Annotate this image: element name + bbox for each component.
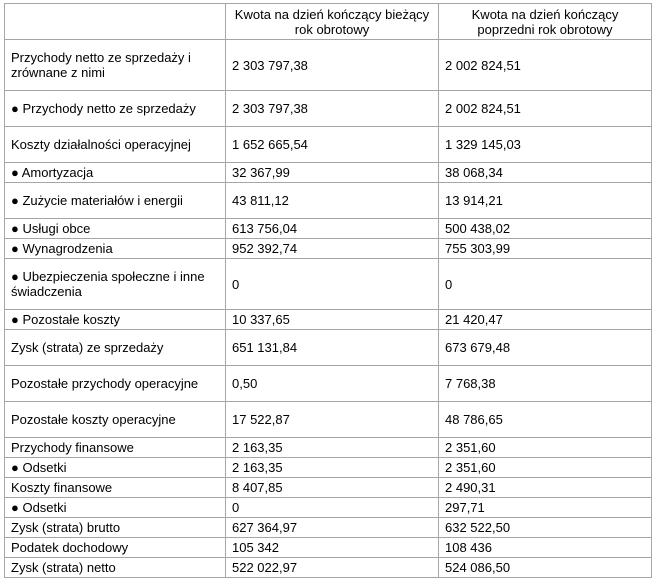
row-label: Podatek dochodowy <box>5 538 226 558</box>
row-previous-value: 2 002 824,51 <box>439 40 652 91</box>
row-previous-value: 524 086,50 <box>439 558 652 578</box>
row-current-value: 10 337,65 <box>226 310 439 330</box>
row-current-value: 8 407,85 <box>226 478 439 498</box>
row-previous-value: 7 768,38 <box>439 366 652 402</box>
row-current-value: 651 131,84 <box>226 330 439 366</box>
row-label: Pozostałe koszty operacyjne <box>5 402 226 438</box>
row-current-value: 0 <box>226 498 439 518</box>
row-label: Zysk (strata) netto <box>5 558 226 578</box>
row-label: Przychody finansowe <box>5 438 226 458</box>
table-row <box>5 518 652 538</box>
row-current-value: 43 811,12 <box>226 183 439 219</box>
row-previous-value: 48 786,65 <box>439 402 652 438</box>
table-row <box>5 259 652 310</box>
row-previous-value: 13 914,21 <box>439 183 652 219</box>
table-row <box>5 219 652 239</box>
row-label: Zysk (strata) brutto <box>5 518 226 538</box>
row-label: Koszty finansowe <box>5 478 226 498</box>
row-label: ● Odsetki <box>5 498 226 518</box>
row-current-value: 2 163,35 <box>226 438 439 458</box>
row-label: Koszty działalności operacyjnej <box>5 127 226 163</box>
row-label: ● Ubezpieczenia społeczne i inne świadczenia <box>5 259 226 310</box>
row-label: Przychody netto ze sprzedaży i zrównane z nimi <box>5 40 226 91</box>
row-label: ● Wynagrodzenia <box>5 239 226 259</box>
row-label: Pozostałe przychody operacyjne <box>5 366 226 402</box>
row-previous-value: 2 002 824,51 <box>439 91 652 127</box>
row-current-value: 2 303 797,38 <box>226 91 439 127</box>
row-current-value: 1 652 665,54 <box>226 127 439 163</box>
row-previous-value: 755 303,99 <box>439 239 652 259</box>
table-row <box>5 91 652 127</box>
row-previous-value: 632 522,50 <box>439 518 652 538</box>
row-previous-value: 1 329 145,03 <box>439 127 652 163</box>
row-current-value: 0,50 <box>226 366 439 402</box>
row-current-value: 2 163,35 <box>226 458 439 478</box>
row-previous-value: 108 436 <box>439 538 652 558</box>
row-label: ● Amortyzacja <box>5 163 226 183</box>
table-row <box>5 402 652 438</box>
row-previous-value: 673 679,48 <box>439 330 652 366</box>
row-label: ● Pozostałe koszty <box>5 310 226 330</box>
header-previous-year: Kwota na dzień kończący poprzedni rok obrotowy <box>439 4 652 40</box>
row-previous-value: 21 420,47 <box>439 310 652 330</box>
row-previous-value: 38 068,34 <box>439 163 652 183</box>
row-current-value: 952 392,74 <box>226 239 439 259</box>
row-current-value: 627 364,97 <box>226 518 439 538</box>
row-current-value: 613 756,04 <box>226 219 439 239</box>
row-current-value: 105 342 <box>226 538 439 558</box>
header-current-year: Kwota na dzień kończący bieżący rok obrotowy <box>226 4 439 40</box>
table-row <box>5 183 652 219</box>
table-row <box>5 458 652 478</box>
row-current-value: 522 022,97 <box>226 558 439 578</box>
table-row <box>5 538 652 558</box>
row-previous-value: 2 490,31 <box>439 478 652 498</box>
financial-statement-table <box>4 3 652 578</box>
header-empty-cell <box>5 4 226 40</box>
header-row <box>5 4 652 40</box>
table-row <box>5 330 652 366</box>
row-previous-value: 0 <box>439 259 652 310</box>
table-row <box>5 127 652 163</box>
row-label: ● Przychody netto ze sprzedaży <box>5 91 226 127</box>
row-previous-value: 2 351,60 <box>439 458 652 478</box>
table-row <box>5 163 652 183</box>
table-row <box>5 310 652 330</box>
row-label: ● Odsetki <box>5 458 226 478</box>
row-current-value: 17 522,87 <box>226 402 439 438</box>
row-previous-value: 500 438,02 <box>439 219 652 239</box>
row-label: ● Usługi obce <box>5 219 226 239</box>
table-row <box>5 498 652 518</box>
table-row <box>5 366 652 402</box>
table-row <box>5 478 652 498</box>
table-row <box>5 239 652 259</box>
row-current-value: 32 367,99 <box>226 163 439 183</box>
row-previous-value: 297,71 <box>439 498 652 518</box>
table-row <box>5 438 652 458</box>
row-current-value: 2 303 797,38 <box>226 40 439 91</box>
row-current-value: 0 <box>226 259 439 310</box>
table-row <box>5 40 652 91</box>
row-previous-value: 2 351,60 <box>439 438 652 458</box>
row-label: ● Zużycie materiałów i energii <box>5 183 226 219</box>
row-label: Zysk (strata) ze sprzedaży <box>5 330 226 366</box>
table-row <box>5 558 652 578</box>
